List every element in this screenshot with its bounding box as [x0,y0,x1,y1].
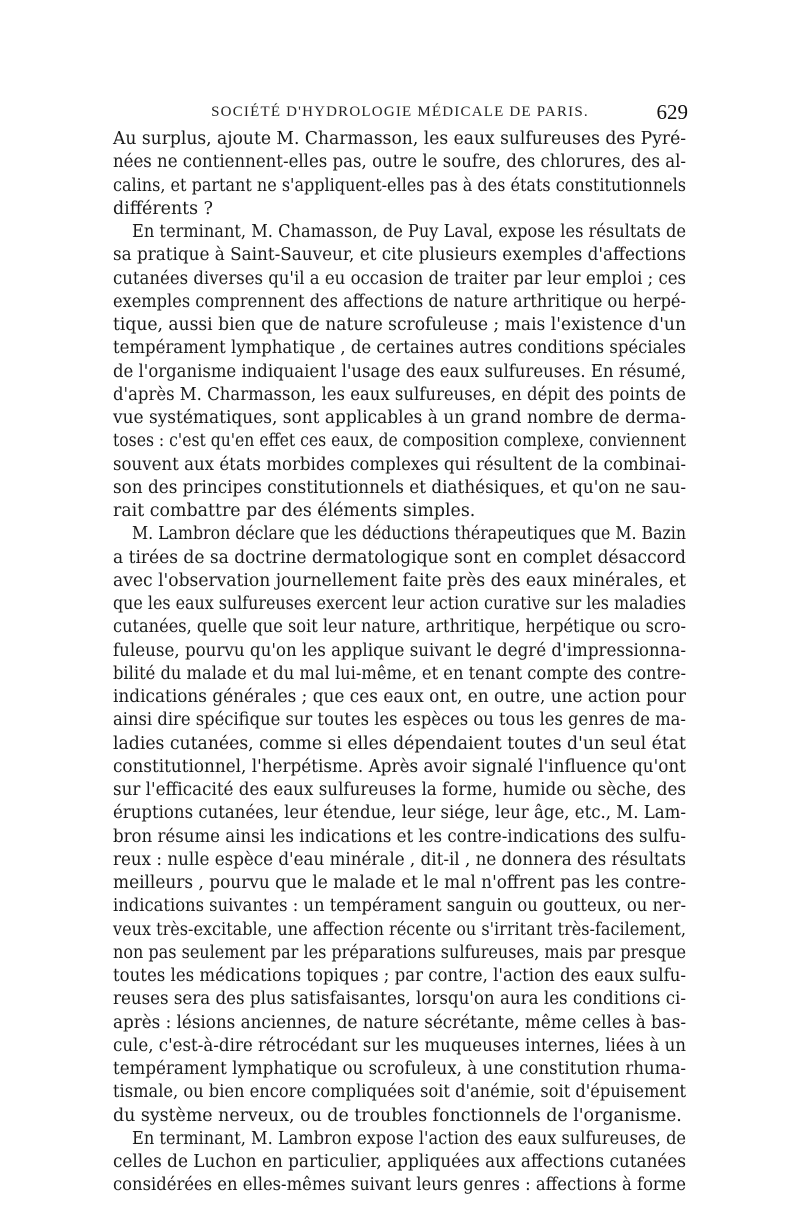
text-line: différents ? [113,198,213,219]
text-line: cule, c'est-à-dire rétrocédant sur les muqueuses internes, liées à un [113,1035,687,1056]
text-line: ladies cutanées, comme si elles dépendaient toutes d'un seul état [113,733,686,754]
text-line: En terminant, M. Lambron expose l'action des eaux sulfureuses, de [132,1128,687,1149]
text-line: éruptions cutanées, leur étendue, leur siége, leur âge, etc., M. Lam- [113,803,686,824]
text-line: fuleuse, pourvu qu'on les applique suivant le degré d'impressionna- [113,640,687,661]
text-line: indications suivantes : un tempérament sanguin ou goutteux, ou ner- [113,896,687,917]
text-line: non pas seulement par les préparations sulfureuses, mais par presque [113,942,686,963]
text-line: meilleurs , pourvu que le malade et le mal n'offrent pas les contre- [113,873,687,893]
text-line: d'après M. Charmasson, les eaux sulfureuses, en dépit des points de [113,384,686,405]
text-line: sur l'efficacité des eaux sulfureuses la forme, humide ou sèche, des [113,780,687,800]
text-line: considérées en elles-mêmes suivant leurs genres : affections à forme [113,1175,687,1196]
text-line: du système nerveux, ou de troubles fonctionnels de l'organisme. [113,1105,682,1126]
text-line: toutes les médications topiques ; par contre, l'action des eaux sulfu- [113,966,687,986]
text-line: a tirées de sa doctrine dermatologique sont en complet désaccord [113,547,686,568]
text-line: bron résume ainsi les indications et les contre-indications des sulfu- [113,826,686,847]
text-line: toses : c'est qu'en effet ces eaux, de composition complexe, conviennent [113,431,687,452]
text-line: indications générales ; que ces eaux ont, en outre, une action pour [113,687,686,707]
text-line: tique, aussi bien que de nature scrofuleuse ; mais l'existence d'un [113,315,686,335]
text-line: sa pratique à Saint-Sauveur, et cite plusieurs exemples d'affections [113,245,686,266]
text-line: de l'organisme indiquaient l'usage des eaux sulfureuses. En résumé, [113,361,687,382]
body-text [113,128,686,1198]
text-line: rait combattre par des éléments simples. [113,501,476,521]
text-line: vue systématiques, sont applicables à un grand nombre de derma- [113,408,687,428]
text-line: que les eaux sulfureuses exercent leur action curative sur les maladies [113,594,687,614]
text-line: calins, et partant ne s'appliquent-elles pas à des états constitutionnels [113,175,686,196]
text-line: M. Lambron déclare que les déductions thérapeutiques que M. Bazin [132,524,687,545]
text-line: tempérament lymphatique , de certaines autres conditions spéciales [113,338,687,359]
page-number: 629 [656,100,688,124]
text-line: avec l'observation journellement faite près des eaux minérales, et [113,570,687,591]
text-line: bilité du malade et du mal lui-même, et en tenant compte des contre- [113,663,687,684]
text-line: son des principes constitutionnels et diathésiques, et qu'on ne sau- [113,477,687,498]
text-line: souvent aux états morbides complexes qui résultent de la combinai- [113,454,687,475]
running-head: SOCIÉTÉ D'HYDROLOGIE MÉDICALE DE PARIS. [211,104,589,120]
paragraph [113,128,686,221]
text-line: veux très-excitable, une affection récente ou s'irritant très-facilement, [113,919,687,940]
text-line: exemples comprennent des affections de nature arthritique ou herpé- [113,291,687,312]
text-line: reuses sera des plus satisfaisantes, lorsqu'on aura les conditions ci- [113,989,687,1010]
paragraph [113,523,686,1128]
text-line: nées ne contiennent-elles pas, outre le soufre, des chlorures, des al- [113,152,687,173]
text-line: après : lésions anciennes, de nature sécrétante, même celles à bas- [113,1012,687,1033]
page-header [0,100,800,130]
text-line: Au surplus, ajoute M. Charmasson, les eaux sulfureuses des Pyré- [113,129,687,149]
text-line: cutanées, quelle que soit leur nature, arthritique, herpétique ou scro- [113,617,686,638]
paragraph [113,1128,686,1198]
text-line: ainsi dire spécifique sur toutes les espèces ou tous les genres de ma- [113,710,686,731]
text-line: reux : nulle espèce d'eau minérale , dit-il , ne donnera des résultats [113,849,687,870]
text-line: En terminant, M. Chamasson, de Puy Laval, expose les résultats de [132,222,686,242]
text-line: constitutionnel, l'herpétisme. Après avoir signalé l'influence qu'ont [113,756,686,777]
text-line: tempérament lymphatique ou scrofuleux, à une constitution rhuma- [113,1059,687,1079]
text-line: cutanées diverses qu'il a eu occasion de traiter par leur emploi ; ces [113,268,686,289]
text-line: tismale, ou bien encore compliquées soit d'anémie, soit d'épuisement [113,1082,687,1103]
text-line: celles de Luchon en particulier, appliquées aux affections cutanées [113,1152,687,1172]
paragraph [113,221,686,523]
